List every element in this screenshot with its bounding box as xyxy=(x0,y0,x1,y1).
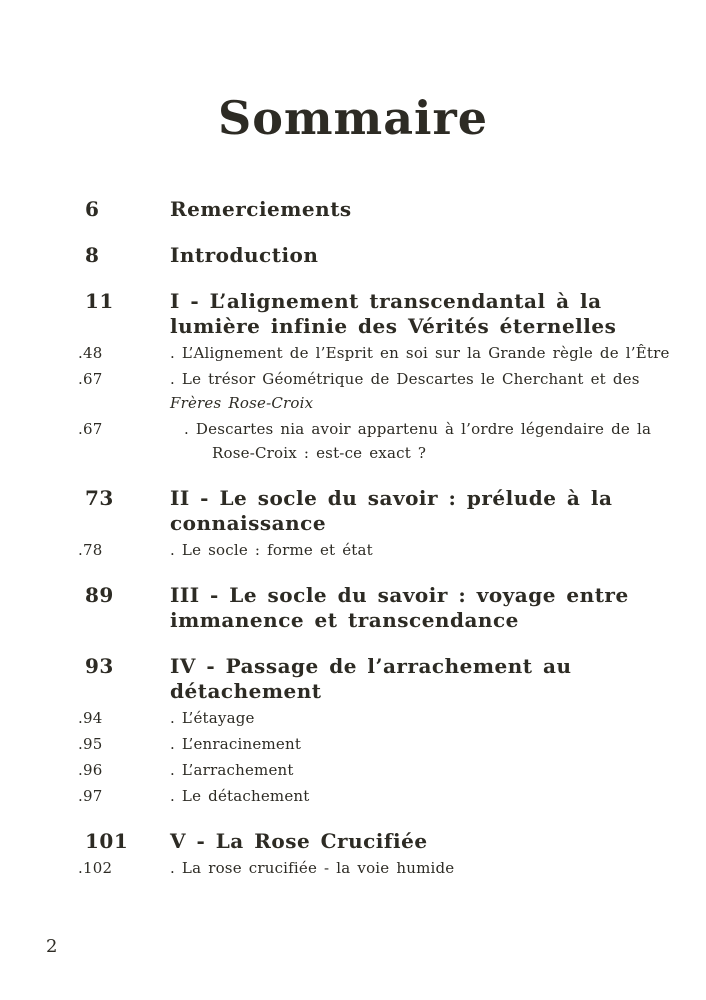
toc-entry-line: . Descartes nia avoir appartenu à l’ordre légendaire de la xyxy=(184,420,652,438)
toc-entry xyxy=(78,856,646,880)
toc-entry-line: . Le trésor Géométrique de Descartes le Cherchant et des xyxy=(170,370,640,388)
toc-entry-title xyxy=(170,538,646,562)
toc-entry-title xyxy=(170,856,646,880)
toc-entry xyxy=(78,538,646,562)
toc-entry-line: III - Le socle du savoir : voyage entre xyxy=(170,583,629,607)
toc-entry-line: . L’étayage xyxy=(170,709,255,727)
toc-entry-title xyxy=(170,197,646,222)
toc-entry-page-number: .96 xyxy=(78,761,103,779)
toc-entry-page-number: .95 xyxy=(78,735,103,753)
toc-entry-line: Frères Rose-Croix xyxy=(170,394,314,412)
toc-entry-page-number: 6 xyxy=(85,197,100,221)
toc-entry xyxy=(78,417,652,465)
toc-entry-page-number: 101 xyxy=(85,829,129,853)
toc-entry-page-number: .48 xyxy=(78,344,103,362)
toc-entry-page-number: 89 xyxy=(85,583,114,607)
toc-entry-line: Rose-Croix : est-ce exact ? xyxy=(212,444,427,462)
toc-entry-line: V - La Rose Crucifiée xyxy=(170,829,428,853)
toc-entry-title xyxy=(170,654,646,704)
toc-entry-title xyxy=(170,706,646,730)
toc-entry-line: Introduction xyxy=(170,243,319,267)
toc-entry-title xyxy=(170,829,646,854)
toc-entry xyxy=(85,486,646,536)
toc-entry xyxy=(78,341,670,365)
toc-entry xyxy=(78,706,646,730)
toc-entry xyxy=(78,732,646,756)
toc-entry-title xyxy=(170,243,646,268)
toc-entry-line: immanence et transcendance xyxy=(170,608,519,632)
toc-entry-page-number: .94 xyxy=(78,709,103,727)
toc-entry-line: . Le détachement xyxy=(170,787,310,805)
toc-entry-page-number: .78 xyxy=(78,541,103,559)
toc-entry-title xyxy=(170,289,646,339)
toc-entry-line: . La rose crucifiée - la voie humide xyxy=(170,859,455,877)
toc-entry xyxy=(78,784,646,808)
toc-entry-page-number: 11 xyxy=(85,289,114,313)
toc-entry-title xyxy=(170,417,652,465)
page-title: Sommaire xyxy=(217,91,489,145)
toc-entry-page-number: .67 xyxy=(78,370,103,388)
toc-entry-line: . L’Alignement de l’Esprit en soi sur la Grande règle de l’Être xyxy=(170,344,670,362)
toc-entry-page-number: 93 xyxy=(85,654,114,678)
toc-entry-page-number: .97 xyxy=(78,787,103,805)
toc-entry-line: détachement xyxy=(170,679,322,703)
toc-entry-title xyxy=(170,583,646,633)
toc-entry-line: II - Le socle du savoir : prélude à la xyxy=(170,486,613,510)
toc-entry xyxy=(78,758,646,782)
toc-entry-line: IV - Passage de l’arrachement au xyxy=(170,654,572,678)
toc-entry-line: . Le socle : forme et état xyxy=(170,541,373,559)
toc-entry xyxy=(85,243,646,268)
toc-entry-line: . L’enracinement xyxy=(170,735,302,753)
toc-entry-title xyxy=(170,784,646,808)
toc-entry-line: lumière infinie des Vérités éternelles xyxy=(170,314,617,338)
toc-entry xyxy=(85,197,646,222)
toc-entry-title xyxy=(170,341,670,365)
toc-entry-page-number: 73 xyxy=(85,486,114,510)
toc-entry-page-number: .67 xyxy=(78,420,103,438)
toc-entry-title xyxy=(170,758,646,782)
toc-entry-page-number: 8 xyxy=(85,243,100,267)
toc-entry xyxy=(85,583,646,633)
toc-entry xyxy=(78,367,646,415)
toc-entry xyxy=(85,289,646,339)
page-number: 2 xyxy=(46,936,58,957)
toc-entry-title xyxy=(170,367,646,415)
toc-entry xyxy=(85,654,646,704)
table-of-contents xyxy=(0,197,706,880)
toc-entry-line: I - L’alignement transcendantal à la xyxy=(170,289,602,313)
toc-entry-line: Remerciements xyxy=(170,197,352,221)
toc-entry-line: . L’arrachement xyxy=(170,761,294,779)
toc-entry-line: connaissance xyxy=(170,511,327,535)
toc-entry-title xyxy=(170,486,646,536)
toc-entry xyxy=(85,829,646,854)
toc-entry-page-number: .102 xyxy=(78,859,113,877)
toc-entry-title xyxy=(170,732,646,756)
